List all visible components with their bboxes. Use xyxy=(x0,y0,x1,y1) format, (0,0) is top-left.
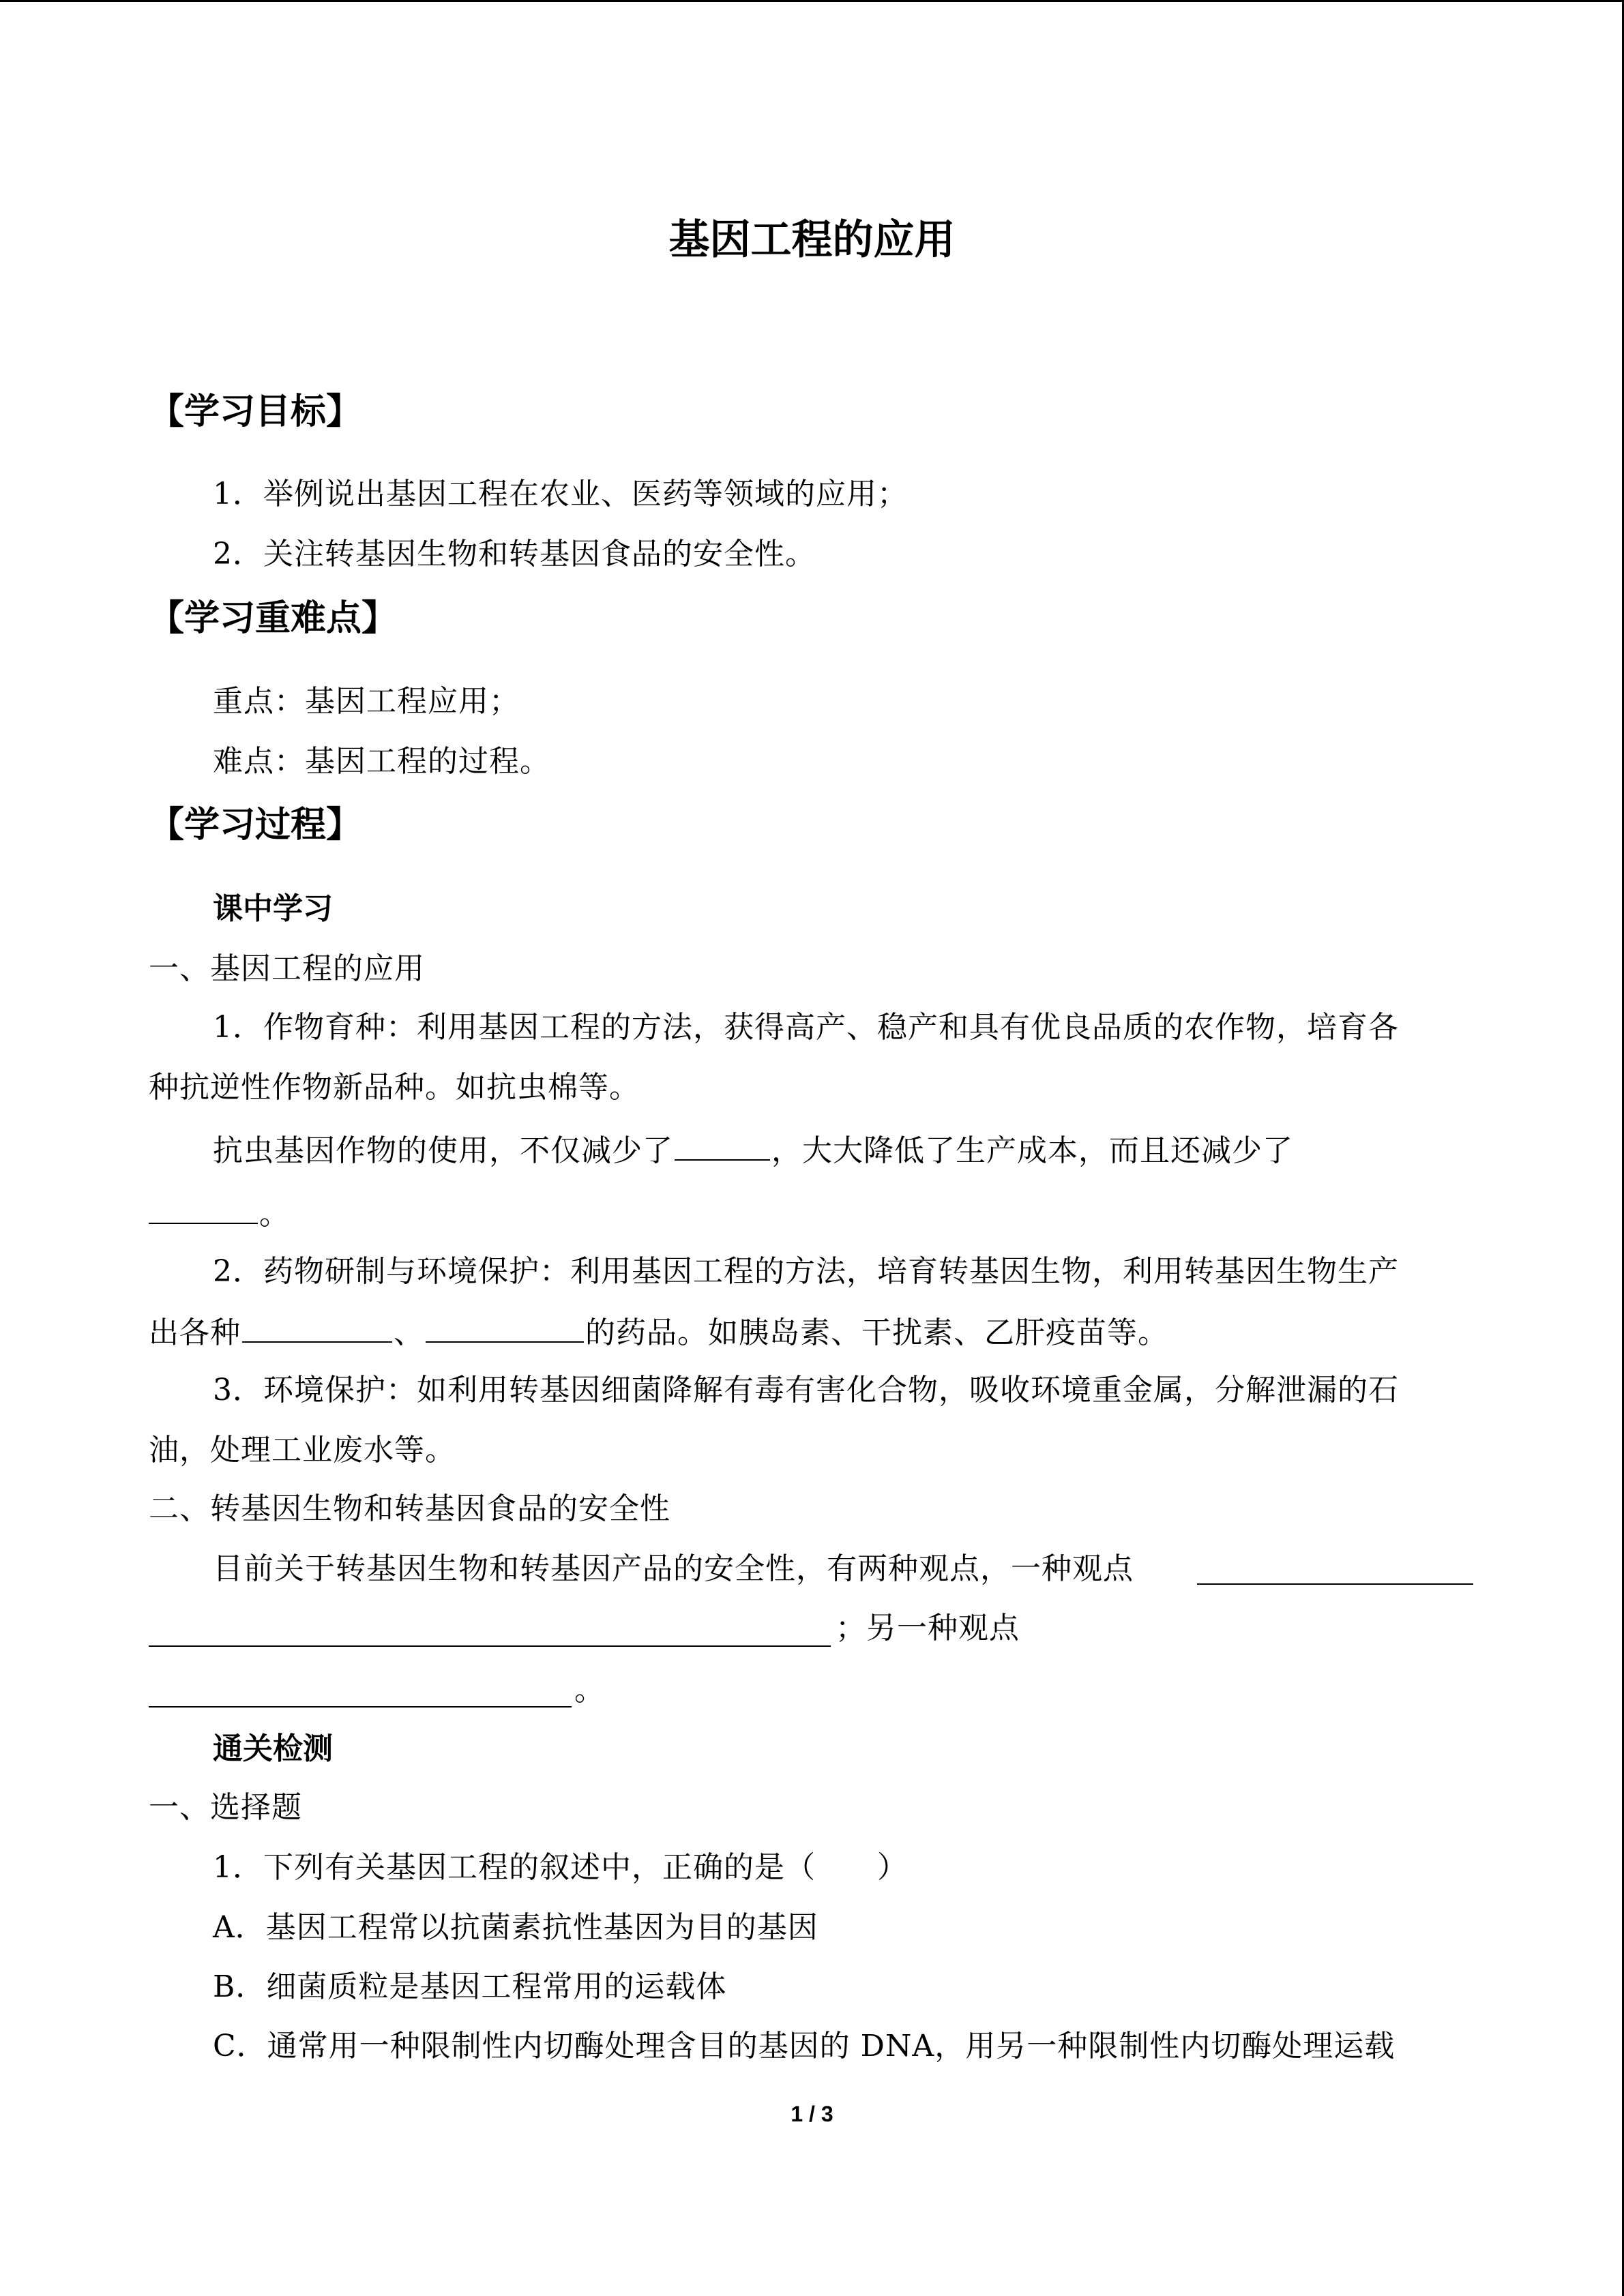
process-heading: 【学习过程】 xyxy=(149,805,362,846)
paragraph-5-line-2: ；另一种观点 xyxy=(836,1611,1020,1645)
paragraph-4-line-1: 3．环境保护：如利用转基因细菌降解有毒有害化合物，吸收环境重金属，分解泄漏的石 xyxy=(213,1373,1399,1407)
paragraph-5-line-1: 目前关于转基因生物和转基因产品的安全性，有两种观点，一种观点 xyxy=(213,1551,1134,1586)
option-c: C．通常用一种限制性内切酶处理含目的基因的 DNA，用另一种限制性内切酶处理运载 xyxy=(213,2029,1396,2063)
option-b: B．细菌质粒是基因工程常用的运载体 xyxy=(213,1969,727,2004)
paragraph-5-end: 。 xyxy=(574,1673,605,1708)
paragraph-3-text-b: 的药品。如胰岛素、干扰素、乙肝疫苗等。 xyxy=(585,1315,1168,1350)
keypoints-heading: 【学习重难点】 xyxy=(149,598,398,639)
section-1-title: 一、基因工程的应用 xyxy=(149,951,425,986)
fill-blank-5b[interactable] xyxy=(149,1645,831,1647)
question-1: 1．下列有关基因工程的叙述中，正确的是（ ） xyxy=(213,1850,908,1885)
difficult-point: 难点：基因工程的过程。 xyxy=(213,744,550,779)
page-border-top xyxy=(0,0,1624,2)
key-point: 重点：基因工程应用； xyxy=(213,684,520,719)
paragraph-2-text-b: ，大大降低了生产成本，而且还减少了 xyxy=(771,1133,1293,1168)
paragraph-2-line-1 xyxy=(213,1128,1293,1172)
fill-blank-1[interactable] xyxy=(675,1128,770,1161)
document-title: 基因工程的应用 xyxy=(668,216,956,264)
paragraph-1-line-1: 1．作物育种：利用基因工程的方法，获得高产、稳产和具有优良品质的农作物，培育各 xyxy=(213,1010,1399,1045)
page-number: 1 / 3 xyxy=(791,2102,833,2126)
paragraph-2-line-2 xyxy=(149,1191,290,1235)
paragraph-2-end: 。 xyxy=(259,1197,290,1232)
paragraph-2-text-a: 抗虫基因作物的使用，不仅减少了 xyxy=(213,1133,673,1168)
paragraph-1-line-2: 种抗逆性作物新品种。如抗虫棉等。 xyxy=(149,1070,640,1105)
fill-blank-3[interactable] xyxy=(242,1310,392,1343)
objectives-heading: 【学习目标】 xyxy=(149,391,362,432)
paragraph-4-line-2: 油，处理工业废水等。 xyxy=(149,1433,456,1467)
multiple-choice-title: 一、选择题 xyxy=(149,1790,302,1825)
fill-blank-4[interactable] xyxy=(426,1310,584,1343)
paragraph-3-separator: 、 xyxy=(394,1315,424,1350)
fill-blank-5a[interactable] xyxy=(1197,1583,1473,1585)
paragraph-3-line-2 xyxy=(149,1310,1168,1354)
paragraph-3-line-1: 2．药物研制与环境保护：利用基因工程的方法，培育转基因生物，利用转基因生物生产 xyxy=(213,1254,1399,1289)
fill-blank-2[interactable] xyxy=(149,1191,258,1224)
paragraph-3-text-a: 出各种 xyxy=(149,1315,241,1350)
option-a: A．基因工程常以抗菌素抗性基因为目的基因 xyxy=(213,1910,818,1945)
test-subheading: 通关检测 xyxy=(213,1731,333,1766)
objective-item-2: 2．关注转基因生物和转基因食品的安全性。 xyxy=(213,537,816,571)
in-class-subheading: 课中学习 xyxy=(213,891,333,926)
section-2-title: 二、转基因生物和转基因食品的安全性 xyxy=(149,1491,670,1526)
objective-item-1: 1．举例说出基因工程在农业、医药等领域的应用； xyxy=(213,477,908,511)
fill-blank-6[interactable] xyxy=(149,1706,572,1708)
